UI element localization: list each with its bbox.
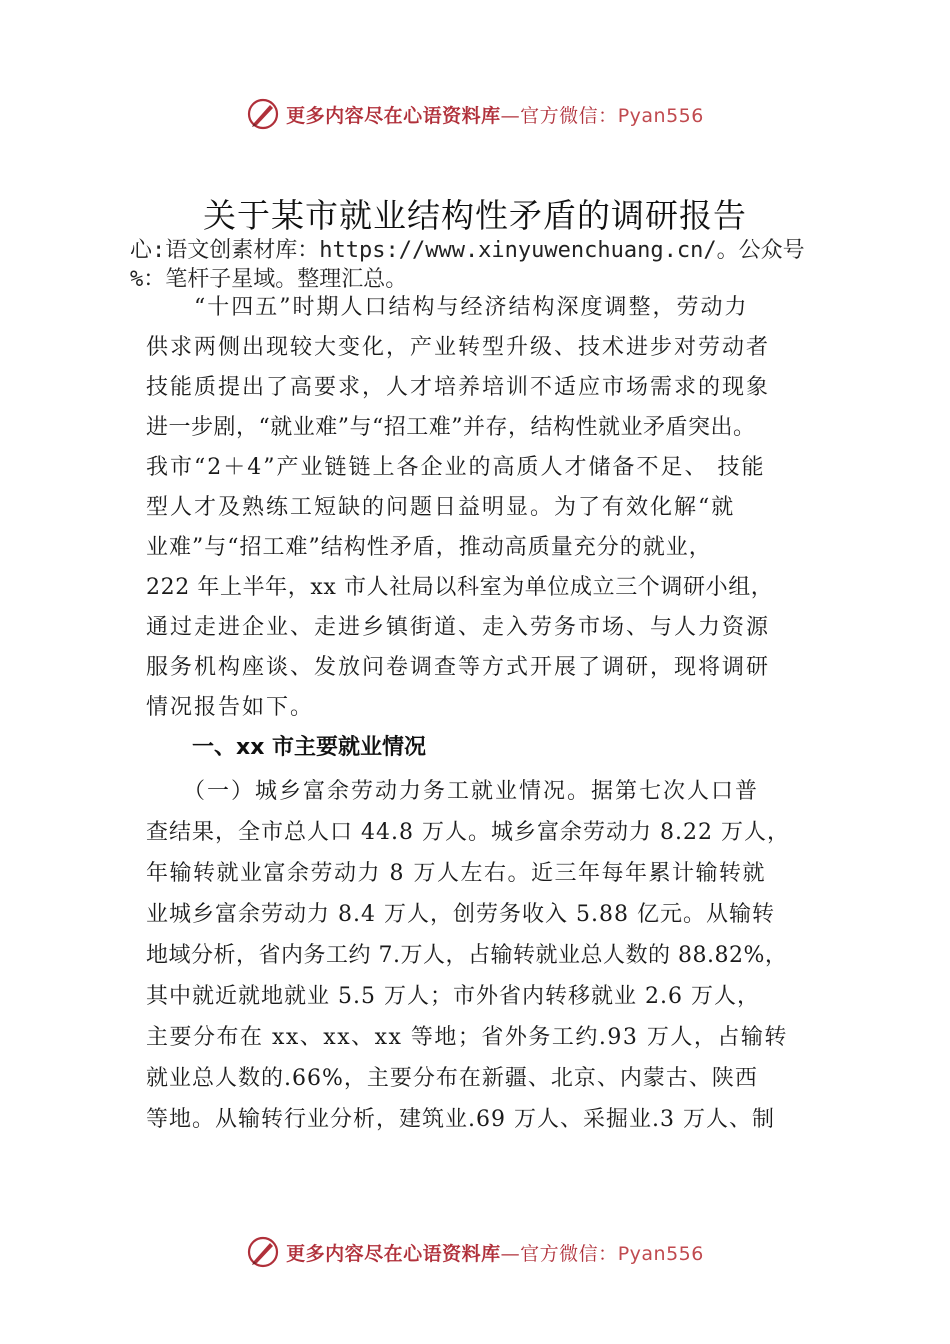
header-banner: [0, 94, 950, 134]
intro-line: 通过走进企业、走进乡镇街道、走入劳务市场、与人力资源: [146, 615, 771, 640]
intro-line: 服务机构座谈、发放问卷调查等方式开展了调研，现将调研: [146, 655, 771, 680]
source-line-2: %：笔杆子星域。整理汇总。: [130, 267, 408, 292]
banner-wechat-label: 官方微信：: [520, 1242, 618, 1265]
intro-line: 技能质提出了高要求，人才培养培训不适应市场需求的现象: [146, 375, 771, 400]
source-line-1: 心:语文创素材库：https://www.xinyuwenchuang.cn/。公众号: [130, 238, 805, 263]
banner-wechat-label: 官方微信：: [520, 104, 618, 127]
body-line: 查结果，全市总人口 44.8 万人。城乡富余劳动力 8.22 万人，: [146, 820, 790, 845]
banner-main: 更多内容尽在心语资料库: [286, 104, 501, 127]
intro-line: 供求两侧出现较大变化，产业转型升级、技术进步对劳动者: [146, 335, 771, 360]
document-title: 关于某市就业结构性矛盾的调研报告: [203, 196, 747, 235]
body-line: 就业总人数的.66%，主要分布在新疆、北京、内蒙古、陕西: [146, 1066, 758, 1091]
intro-line: 业难”与“招工难”结构性矛盾，推动高质量充分的就业，: [146, 535, 712, 560]
banner-text: [286, 101, 704, 128]
intro-line: “十四五”时期人口结构与经济结构深度调整，劳动力: [146, 295, 749, 320]
body-line: 主要分布在 xx、xx、xx 等地；省外务工约.93 万人，占输转: [146, 1025, 788, 1050]
body-line: 业城乡富余劳动力 8.4 万人，创劳务收入 5.88 亿元。从输转: [146, 902, 775, 927]
body-line: 等地。从输转行业分析，建筑业.69 万人、采掘业.3 万人、制: [146, 1107, 775, 1132]
body-line: 其中就近就地就业 5.5 万人；市外省内转移就业 2.6 万人，: [146, 984, 760, 1009]
body-line: 地域分析，省内务工约 7.万人，占输转就业总人数的 88.82%，: [146, 943, 788, 968]
intro-line: 我市“2＋4”产业链链上各企业的高质人才储备不足、 技能: [146, 455, 766, 480]
pen-logo-icon: [246, 97, 280, 131]
intro-line: 型人才及熟练工短缺的问题日益明显。为了有效化解“就: [146, 495, 736, 520]
banner-account: Pyan556: [617, 1242, 704, 1265]
banner-dash: —: [500, 104, 521, 127]
footer-banner: [0, 1232, 950, 1272]
pen-logo-icon: [246, 1235, 280, 1269]
body-line: 年输转就业富余劳动力 8 万人左右。近三年每年累计输转就: [146, 861, 766, 886]
banner-main: 更多内容尽在心语资料库: [286, 1242, 501, 1265]
section-heading: 一、xx 市主要就业情况: [192, 735, 427, 760]
banner-text: [286, 1239, 704, 1266]
intro-line: 情况报告如下。: [146, 695, 315, 720]
intro-line: 进一步剧，“就业难”与“招工难”并存，结构性就业矛盾突出。: [146, 415, 756, 440]
body-line: （一）城乡富余劳动力务工就业情况。据第七次人口普: [170, 779, 760, 804]
intro-line: 222 年上半年，xx 市人社局以科室为单位成立三个调研小组，: [146, 575, 774, 600]
banner-dash: —: [500, 1242, 521, 1265]
banner-account: Pyan556: [617, 104, 704, 127]
